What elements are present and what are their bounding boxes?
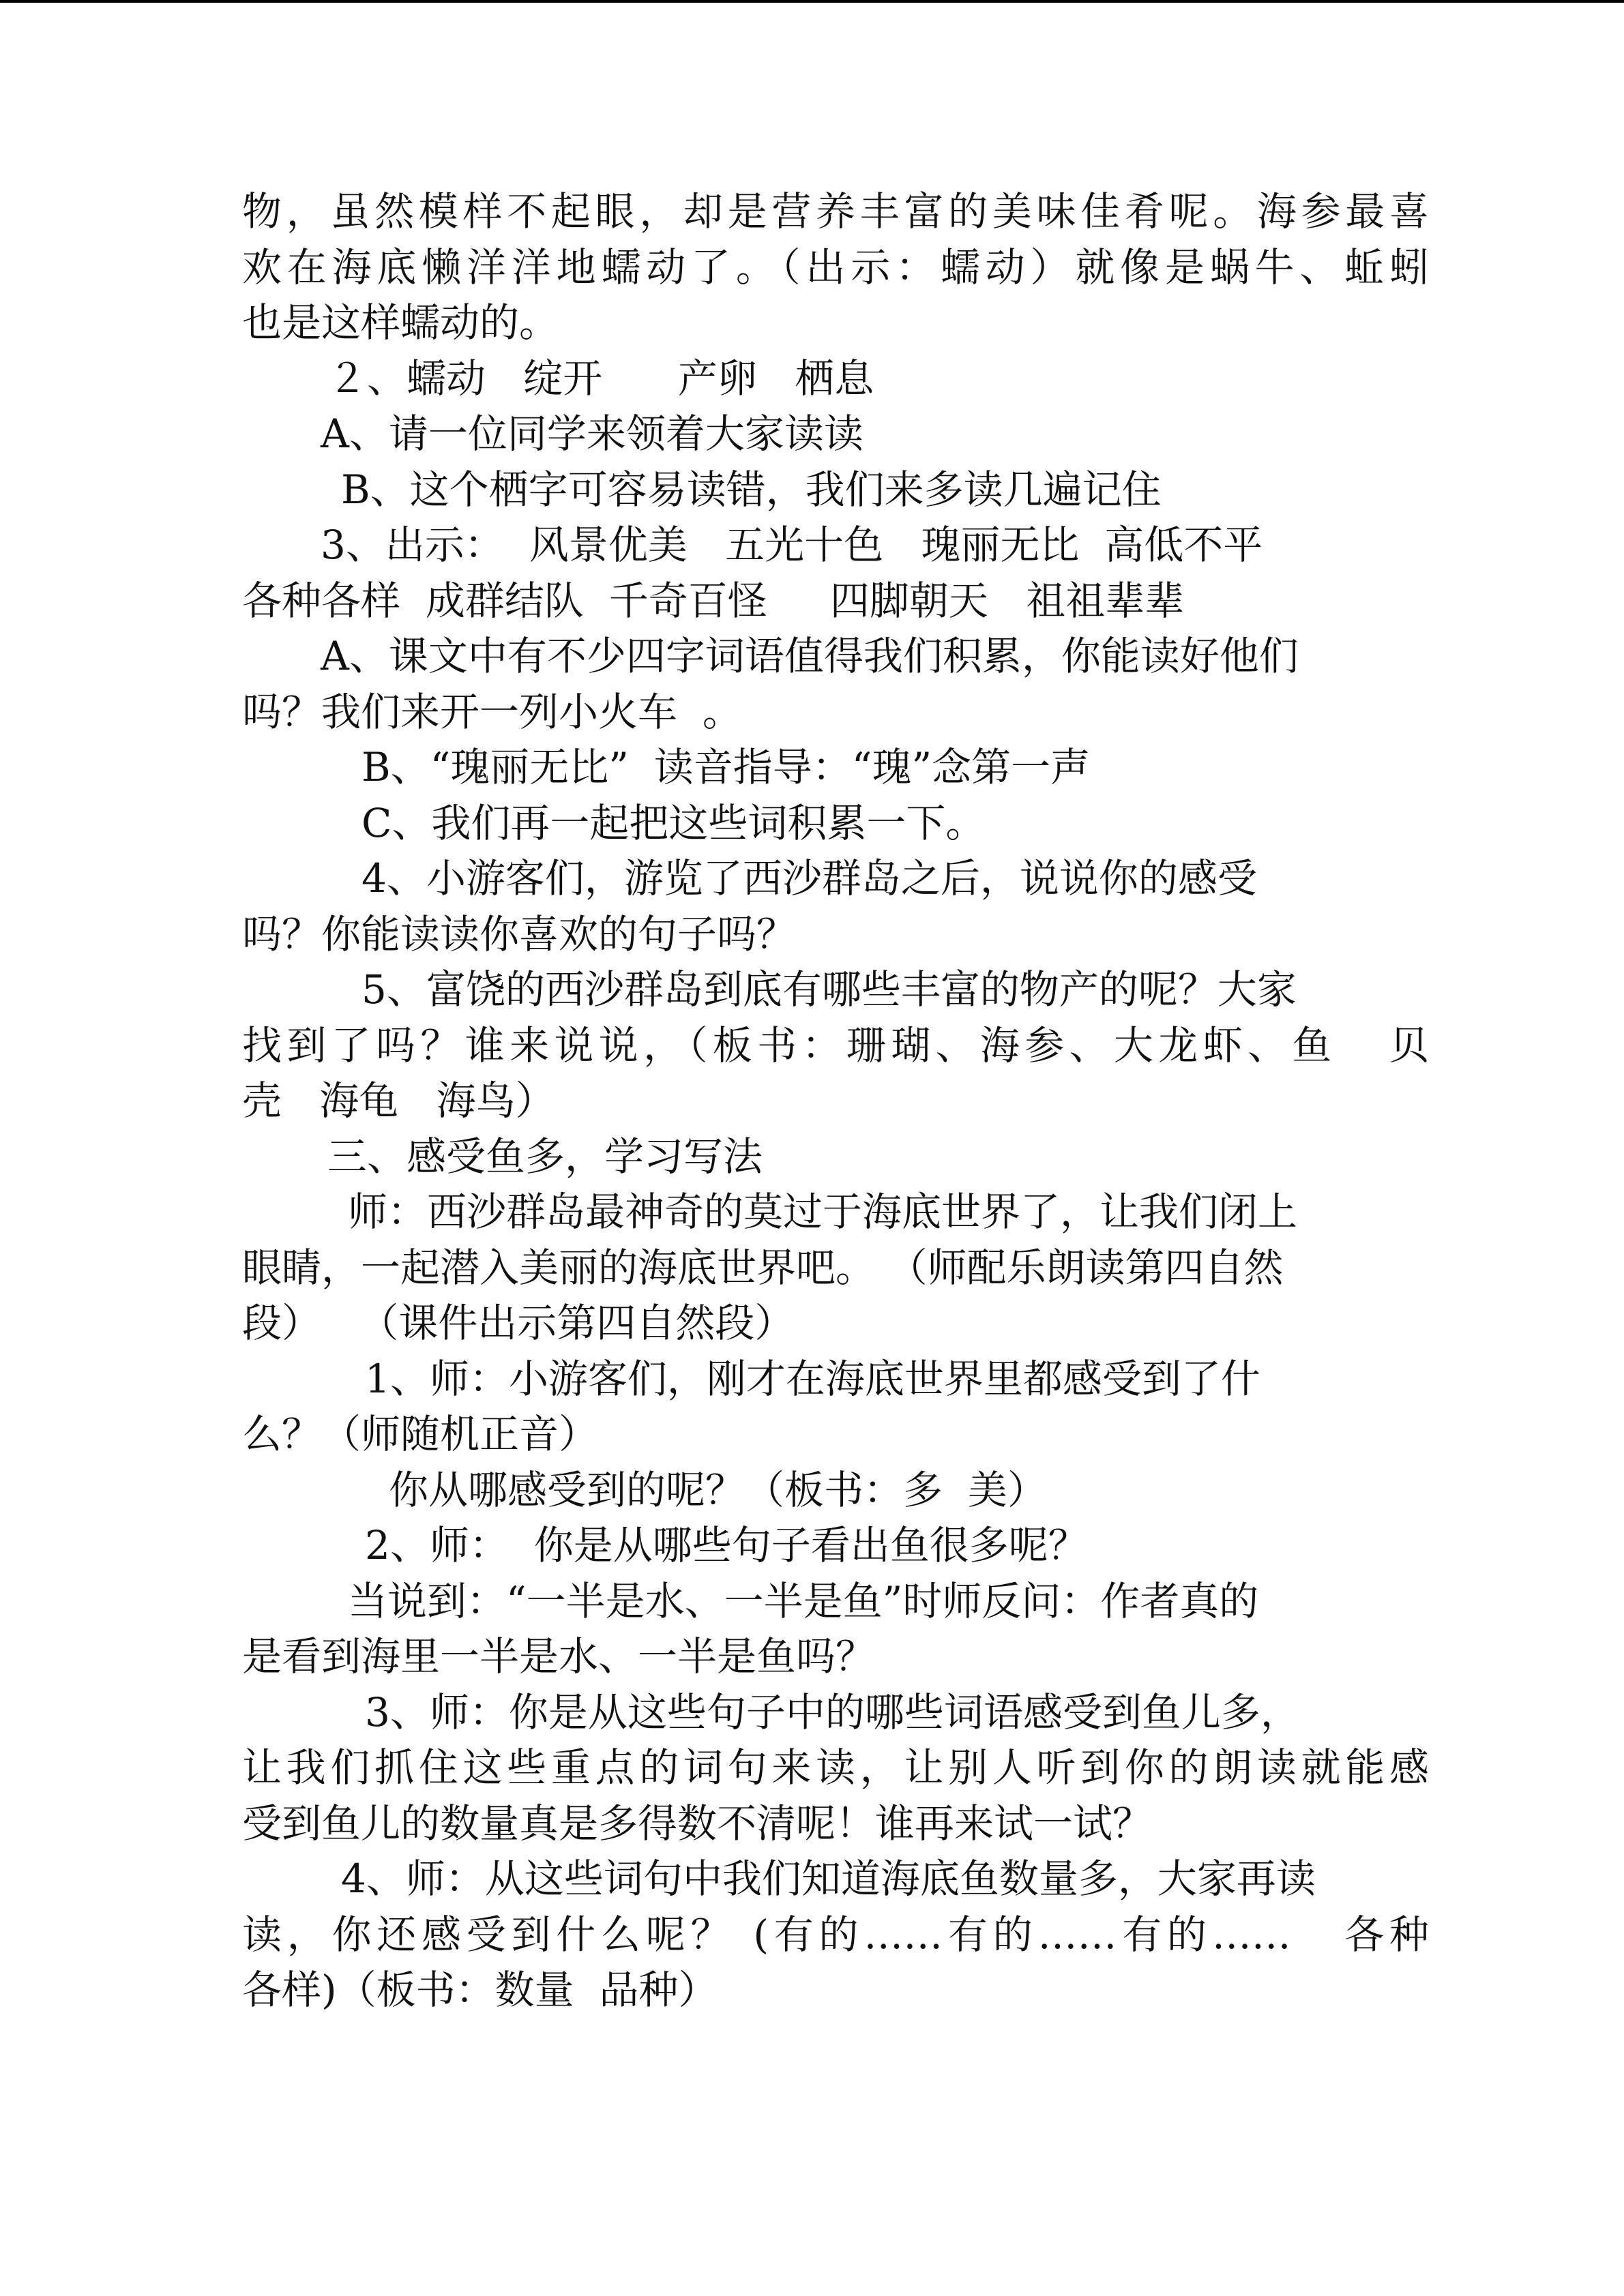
text-line: 4、小游客们，游览了西沙群岛之后，说说你的感受	[361, 855, 1257, 901]
text-line: 各样)（板书：数量 品种）	[242, 1967, 718, 2013]
text-line: 吗？我们来开一列小火车 。	[242, 688, 742, 735]
text-line: 段） （课件出示第四自然段）	[242, 1300, 795, 1346]
text-line: 2、师： 你是从哪些句子看出鱼很多呢？	[365, 1522, 1088, 1568]
text-line: 壳 海龟 海鸟）	[242, 1077, 555, 1124]
text-line: A、请一位同学来领着大家读读	[321, 411, 863, 457]
text-line: 1、师：小游客们，刚才在海底世界里都感受到了什	[365, 1355, 1260, 1402]
text-line: C、我们再一起把这些词积累一下。	[361, 799, 986, 846]
text-line: 三、感受鱼多，学习写法	[327, 1133, 763, 1180]
text-line: 物，虽然模样不起眼，却是营养丰富的美味佳肴呢。海参最喜	[242, 188, 1429, 235]
top-border-line	[0, 0, 1624, 3]
text-line: A、课文中有不少四字词语值得我们积累，你能读好他们	[321, 633, 1299, 679]
text-line: 眼睛，一起潜入美丽的海底世界吧。 （师配乐朗读第四自然	[242, 1244, 1284, 1291]
text-line: B、这个栖字可容易读错，我们来多读几遍记住	[341, 466, 1162, 513]
text-line: 各种各样 成群结队 千奇百怪 四脚朝天 祖祖辈辈	[242, 577, 1185, 624]
text-line: 3、出示： 风景优美 五光十色 瑰丽无比 高低不平	[321, 522, 1263, 568]
text-line: 受到鱼儿的数量真是多得数不清呢！谁再来试一试？	[242, 1800, 1153, 1847]
text-line: B、“瑰丽无比” 读音指导：“瑰”念第一声	[361, 744, 1091, 790]
text-line: 是看到海里一半是水、一半是鱼吗？	[242, 1633, 876, 1680]
text-line: 4、师：从这些词句中我们知道海底鱼数量多，大家再读	[341, 1855, 1316, 1902]
text-line: 5、富饶的西沙群岛到底有哪些丰富的物产的呢？大家	[361, 966, 1297, 1013]
text-line: 找到了吗？谁来说说，（板书：珊瑚、海参、大龙虾、鱼 贝	[242, 1022, 1429, 1069]
lesson-plan-body	[242, 184, 1429, 2018]
text-line: 让我们抓住这些重点的词句来读，让别人听到你的朗读就能感	[242, 1744, 1429, 1791]
text-line: 师：西沙群岛最神奇的莫过于海底世界了，让我们闭上	[348, 1189, 1298, 1235]
text-line: 你从哪感受到的呢？（板书：多 美）	[389, 1466, 1047, 1513]
text-line: 么？（师随机正音）	[242, 1411, 599, 1457]
text-line: 3、师：你是从这些句子中的哪些词语感受到鱼儿多，	[365, 1688, 1300, 1735]
text-line: 欢在海底懒洋洋地蠕动了。（出示：蠕动）就像是蜗牛、蚯蚓	[242, 243, 1429, 290]
text-line: 当说到：“一半是水、一半是鱼”时师反问：作者真的	[348, 1577, 1259, 1624]
text-line: 也是这样蠕动的。	[242, 299, 559, 346]
text-line: 吗？你能读读你喜欢的句子吗？	[242, 910, 797, 957]
text-line: 读，你还感受到什么呢？ (有的……有的……有的…… 各种	[242, 1911, 1429, 1958]
text-line: ２、蠕动 绽开 产卵 栖息	[327, 355, 874, 402]
